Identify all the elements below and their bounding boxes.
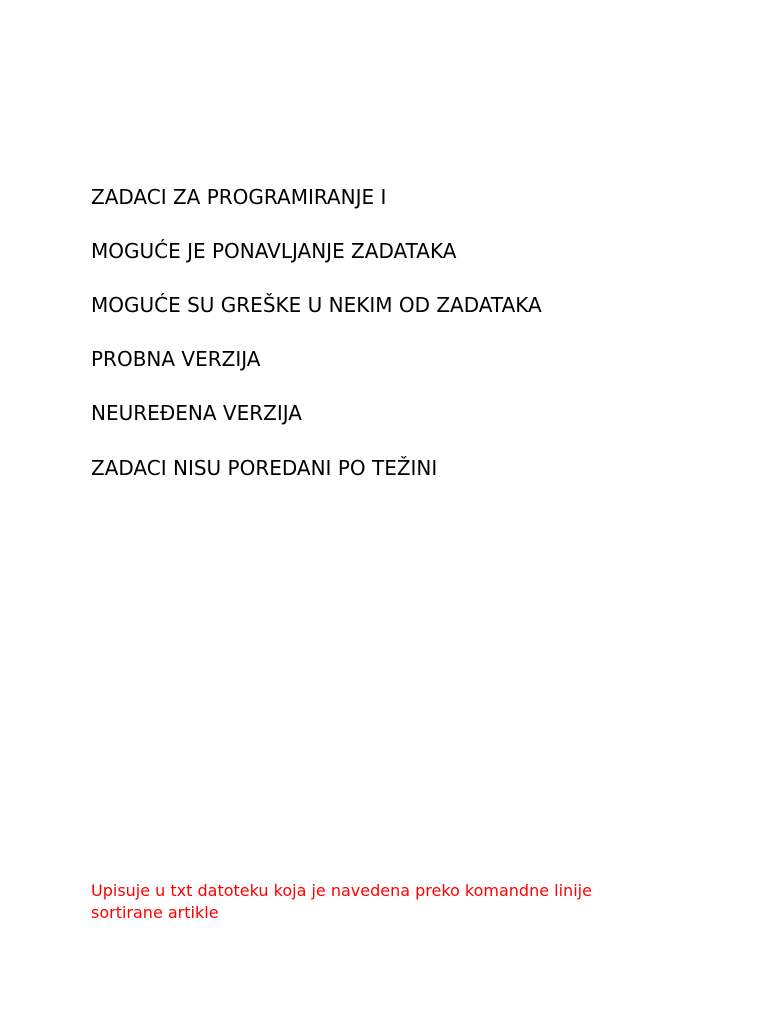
notice-difficulty-order: ZADACI NISU POREDANI PO TEŽINI xyxy=(91,456,438,480)
notice-errors: MOGUĆE SU GREŠKE U NEKIM OD ZADATAKA xyxy=(91,293,542,317)
notice-unsorted-version: NEUREĐENA VERZIJA xyxy=(91,401,302,425)
red-note-line-2: sortirane artikle xyxy=(91,903,219,922)
notice-trial-version: PROBNA VERZIJA xyxy=(91,347,261,371)
notice-repetition: MOGUĆE JE PONAVLJANJE ZADATAKA xyxy=(91,239,457,263)
red-note xyxy=(91,880,691,924)
red-note-line-1: Upisuje u txt datoteku koja je navedena preko komandne linije xyxy=(91,881,592,900)
title-line: ZADACI ZA PROGRAMIRANJE I xyxy=(91,185,387,209)
